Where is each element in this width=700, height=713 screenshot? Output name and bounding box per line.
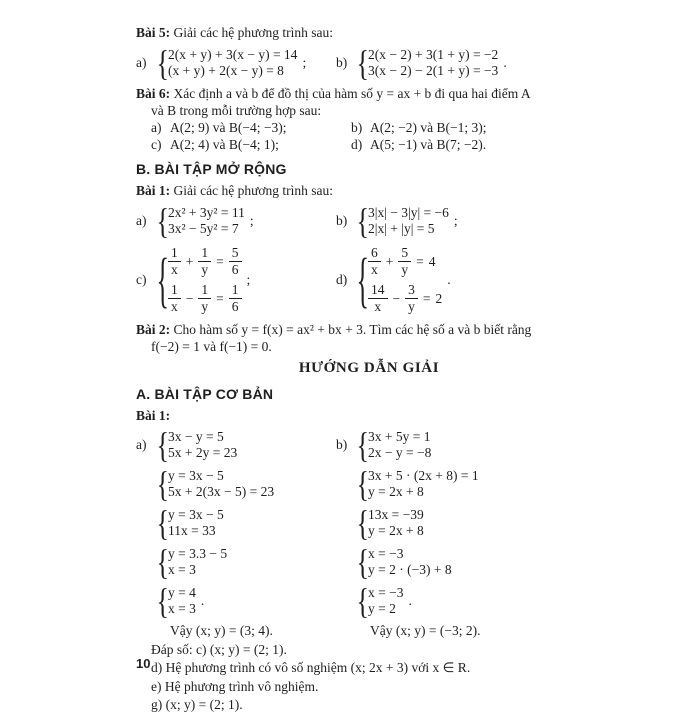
equation-line: 2x² + 3y² = 11 [168, 205, 245, 222]
equation-line: 3x − y = 5 [168, 429, 237, 446]
brace-glyph: { [357, 249, 365, 311]
equation-line: 5x + 2y = 23 [168, 445, 237, 462]
equation-line: 11x = 33 [168, 523, 224, 540]
solution-step-row [136, 505, 602, 541]
exercise-6-label: Bài 6: [136, 86, 170, 101]
brace-glyph: { [357, 466, 365, 502]
item-text: A(2; −2) và B(−1; 3); [370, 119, 486, 136]
equation-system [336, 427, 431, 463]
brace-glyph: { [357, 505, 365, 541]
system-label: a) [136, 437, 155, 453]
equation-system [136, 466, 274, 502]
solution-step-row [136, 583, 602, 619]
conclusion-row [151, 622, 602, 639]
system-separator: . [408, 593, 411, 609]
exercise-2-text-line2: f(−2) = 1 và f(−1) = 0. [136, 338, 602, 355]
item-text: A(5; −1) và B(7; −2). [370, 136, 486, 153]
equation-line: y = 2x + 8 [368, 484, 479, 501]
exercise-6-items-row2 [151, 136, 602, 153]
solution-step-row [136, 544, 602, 580]
system-label: a) [136, 55, 155, 71]
exercise-2-title [136, 321, 602, 338]
item-text: A(2; 4) và B(−4; 1); [170, 136, 279, 153]
solution-step-row [136, 427, 602, 463]
solution-exercise-1-label: Bài 1: [136, 407, 602, 424]
equation-system [336, 203, 458, 239]
equation-system [136, 583, 204, 619]
equation-system [336, 45, 507, 81]
system-label: b) [336, 55, 355, 71]
equation-line: 2x − y = −8 [368, 445, 431, 462]
equation-line: y = 3x − 5 [168, 468, 274, 485]
page-number: 10 [136, 656, 150, 671]
system-separator: ; [250, 213, 254, 229]
item-label: b) [351, 119, 370, 136]
equation-line: y = 2 · (−3) + 8 [368, 562, 452, 579]
equation-line: 3x + 5 · (2x + 8) = 1 [368, 468, 479, 485]
answer-line: g) (x; y) = (2; 1). [151, 696, 602, 713]
system-separator: ; [247, 272, 251, 288]
system-separator: ; [454, 213, 458, 229]
item-text: A(2; 9) và B(−4; −3); [170, 119, 286, 136]
equation-system [136, 45, 306, 81]
equation-line: $\frac{14}{x}$ − $\frac{3}{y}$ = 2 [368, 283, 442, 314]
brace-glyph: { [357, 544, 365, 580]
equation-line: y = 3.3 − 5 [168, 546, 227, 563]
brace-glyph: { [157, 249, 165, 311]
brace-glyph: { [357, 203, 365, 239]
system-label: c) [136, 272, 155, 288]
brace-glyph: { [357, 45, 365, 81]
equation-line: 2(x − 2) + 3(1 + y) = −2 [368, 47, 498, 64]
brace-glyph: { [157, 505, 165, 541]
exercise-6-title [136, 85, 602, 102]
equation-line: y = 4 [168, 585, 196, 602]
equation-line: x = 3 [168, 562, 227, 579]
exercise-2-text-line1: Cho hàm số y = f(x) = ax² + bx + 3. Tìm các hệ số a và b biết rằng [174, 322, 532, 337]
answer-line: d) Hệ phương trình có vô số nghiệm (x; 2x + 3) với x ∈ R. [151, 659, 602, 676]
system-label: b) [336, 213, 355, 229]
equation-line: 5x + 2(3x − 5) = 23 [168, 484, 274, 501]
equation-line: x = −3 [368, 585, 403, 602]
equation-system [136, 544, 227, 580]
equation-system [136, 427, 237, 463]
equation-system [336, 583, 412, 619]
equation-system [336, 505, 424, 541]
answer-line: e) Hệ phương trình vô nghiệm. [151, 678, 602, 695]
ext-exercise-1-label: Bài 1: [136, 183, 170, 198]
exercise-5-text: Giải các hệ phương trình sau: [174, 25, 334, 40]
equation-line: y = 3x − 5 [168, 507, 224, 524]
section-a-heading: A. BÀI TẬP CƠ BẢN [136, 385, 602, 404]
equation-line: 3(x − 2) − 2(1 + y) = −3 [368, 63, 498, 80]
exercise-6-items-row1 [151, 119, 602, 136]
answer-line: Đáp số: c) (x; y) = (2; 1). [151, 641, 602, 658]
brace-glyph: { [157, 544, 165, 580]
equation-line: 13x = −39 [368, 507, 424, 524]
exercise-5-systems [136, 45, 602, 81]
equation-system [136, 505, 224, 541]
equation-line: 2(x + y) + 3(x − y) = 14 [168, 47, 297, 64]
system-label: b) [336, 437, 355, 453]
system-separator: . [503, 55, 506, 71]
solutions-heading: HƯỚNG DẪN GIẢI [136, 358, 602, 378]
system-label: a) [136, 213, 155, 229]
equation-line: 3x + 5y = 1 [368, 429, 431, 446]
equation-line: $\frac{1}{x}$ − $\frac{1}{y}$ = $\frac{1}{6}$ [168, 283, 242, 314]
brace-glyph: { [357, 583, 365, 619]
brace-glyph: { [157, 466, 165, 502]
exercise-6-text-line2: và B trong mỗi trường hợp sau: [136, 102, 602, 119]
conclusion-left: Vậy (x; y) = (3; 4). [151, 622, 351, 639]
conclusion-right: Vậy (x; y) = (−3; 2). [351, 622, 480, 639]
brace-glyph: { [157, 203, 165, 239]
system-label: d) [336, 272, 355, 288]
equation-line: 3|x| − 3|y| = −6 [368, 205, 449, 222]
solution-step-row [136, 466, 602, 502]
equation-system [336, 544, 452, 580]
ext-exercise-1-title [136, 182, 602, 199]
brace-glyph: { [157, 583, 165, 619]
equation-system [136, 203, 254, 239]
section-b-heading: B. BÀI TẬP MỞ RỘNG [136, 160, 602, 179]
equation-line: 2|x| + |y| = 5 [368, 221, 449, 238]
item-label: d) [351, 136, 370, 153]
system-separator: ; [302, 55, 306, 71]
item-label: c) [151, 136, 170, 153]
equation-line: y = 2 [368, 601, 403, 618]
brace-glyph: { [357, 427, 365, 463]
equation-system [336, 466, 479, 502]
ext-exercise-1-text: Giải các hệ phương trình sau: [174, 183, 334, 198]
equation-line: x = 3 [168, 601, 196, 618]
system-separator: . [447, 272, 450, 288]
item-label: a) [151, 119, 170, 136]
exercise-5-label: Bài 5: [136, 25, 170, 40]
equation-line: $\frac{1}{x}$ + $\frac{1}{y}$ = $\frac{5}{6}$ [168, 246, 242, 277]
system-separator: . [201, 593, 204, 609]
equation-system [136, 243, 250, 317]
exercise-2-label: Bài 2: [136, 322, 170, 337]
brace-glyph: { [157, 427, 165, 463]
ext-exercise-1-systems-row2 [136, 243, 602, 317]
ext-exercise-1-systems-row1 [136, 203, 602, 239]
equation-line: y = 2x + 8 [368, 523, 424, 540]
equation-line: $\frac{6}{x}$ + $\frac{5}{y}$ = 4 [368, 246, 442, 277]
exercise-5-title [136, 24, 602, 41]
exercise-6-text-line1: Xác định a và b để đồ thị của hàm số y = ax + b đi qua hai điểm A [174, 86, 531, 101]
brace-glyph: { [157, 45, 165, 81]
answers-block [136, 641, 602, 713]
equation-system [336, 243, 451, 317]
equation-line: 3x² − 5y² = 7 [168, 221, 245, 238]
equation-line: (x + y) + 2(x − y) = 8 [168, 63, 297, 80]
equation-line: x = −3 [368, 546, 452, 563]
